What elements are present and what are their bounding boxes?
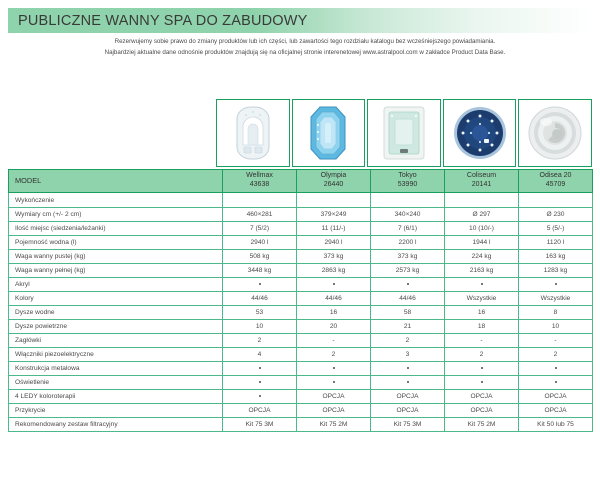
- row-value: OPCJA: [297, 404, 371, 418]
- row-value: 10 (10/-): [445, 222, 519, 236]
- intro-line-2: Najbardziej aktualne dane odnośnie produktów znajdują się na oficjalnej stronie interenetowej www.astralpool.com w zakładce Product Data Base.: [104, 48, 506, 56]
- bullet-icon: [333, 381, 335, 383]
- table-row: [9, 334, 593, 348]
- row-value: [223, 376, 297, 390]
- row-value: OPCJA: [297, 390, 371, 404]
- row-value: OPCJA: [445, 390, 519, 404]
- row-label: Dysze wodne: [9, 306, 223, 320]
- row-value: 16: [297, 306, 371, 320]
- table-row: [9, 320, 593, 334]
- bullet-icon: [481, 381, 483, 383]
- table-header-row: [9, 170, 593, 193]
- column-header-coliseum: [445, 170, 519, 193]
- product-image-strip: [216, 99, 592, 167]
- row-value: 44/46: [297, 292, 371, 306]
- row-label: Kolory: [9, 292, 223, 306]
- row-value: 2: [371, 334, 445, 348]
- row-value: 2863 kg: [297, 264, 371, 278]
- row-value: [519, 278, 593, 292]
- table-row: [9, 306, 593, 320]
- row-value: 340×240: [371, 208, 445, 222]
- bullet-icon: [407, 367, 409, 369]
- row-value: 3448 kg: [223, 264, 297, 278]
- row-value: 4: [223, 348, 297, 362]
- row-value: 373 kg: [371, 250, 445, 264]
- row-value: 2163 kg: [445, 264, 519, 278]
- row-value: [445, 362, 519, 376]
- bullet-icon: [481, 367, 483, 369]
- column-header-model: MODEL: [9, 170, 223, 193]
- product-code: 20141: [471, 181, 492, 188]
- column-header-tokyo: [371, 170, 445, 193]
- table-row: [9, 362, 593, 376]
- column-header-olympia: [297, 170, 371, 193]
- table-row: [9, 236, 593, 250]
- row-value: 7 (5/2): [223, 222, 297, 236]
- row-value: 18: [445, 320, 519, 334]
- row-label: Konstrukcja metalowa: [9, 362, 223, 376]
- row-value: 11 (11/-): [297, 222, 371, 236]
- row-value: -: [445, 334, 519, 348]
- row-value: 2940 l: [223, 236, 297, 250]
- row-value: [223, 390, 297, 404]
- row-value: OPCJA: [371, 390, 445, 404]
- row-value: 3: [371, 348, 445, 362]
- product-name: Wellmax: [246, 172, 273, 180]
- table-row: [9, 376, 593, 390]
- row-value: 1283 kg: [519, 264, 593, 278]
- product-image-cell-wellmax: [216, 99, 290, 167]
- row-value: 7 (6/1): [371, 222, 445, 236]
- intro-line-1: Rezerwujemy sobie prawo do zmiany produktów lub ich części, lub zawartości tego rozdziału katalogu bez wcześniejszego powiadamiania.: [114, 38, 496, 45]
- row-value: [297, 362, 371, 376]
- row-value: Kit 75 3M: [223, 418, 297, 432]
- product-image-cell-tokyo: [367, 99, 441, 167]
- row-value: OPCJA: [445, 404, 519, 418]
- section-label: Wykończenie: [9, 193, 223, 208]
- row-label: Pojemność wodna (l): [9, 236, 223, 250]
- row-value: 2: [519, 348, 593, 362]
- section-empty-cell: [223, 193, 297, 208]
- table-row: [9, 250, 593, 264]
- section-empty-cell: [297, 193, 371, 208]
- row-label: Waga wanny pustej (kg): [9, 250, 223, 264]
- row-value: Kit 75 2M: [297, 418, 371, 432]
- bullet-icon: [333, 283, 335, 285]
- bullet-icon: [407, 283, 409, 285]
- row-value: [519, 362, 593, 376]
- section-empty-cell: [371, 193, 445, 208]
- row-value: [371, 362, 445, 376]
- row-label: Rekomendowany zestaw filtracyjny: [9, 418, 223, 432]
- row-value: Ø 230: [519, 208, 593, 222]
- row-value: [371, 278, 445, 292]
- row-value: 5 (5/-): [519, 222, 593, 236]
- row-label: Akryl: [9, 278, 223, 292]
- spa-wellmax-image: [235, 105, 271, 161]
- bullet-icon: [259, 395, 261, 397]
- row-value: OPCJA: [371, 404, 445, 418]
- spa-coliseum-image: [453, 106, 507, 160]
- row-value: [297, 278, 371, 292]
- bullet-icon: [555, 381, 557, 383]
- intro-disclaimer: [60, 37, 550, 59]
- row-value: [519, 376, 593, 390]
- table-body: [9, 193, 593, 432]
- row-value: [297, 376, 371, 390]
- row-value: 224 kg: [445, 250, 519, 264]
- product-code: 26440: [323, 181, 344, 188]
- bullet-icon: [259, 367, 261, 369]
- row-label: Zagłówki: [9, 334, 223, 348]
- row-value: 1944 l: [445, 236, 519, 250]
- row-value: Kit 75 3M: [371, 418, 445, 432]
- row-value: 20: [297, 320, 371, 334]
- row-value: OPCJA: [223, 404, 297, 418]
- product-code: 43638: [249, 181, 270, 188]
- row-value: 163 kg: [519, 250, 593, 264]
- row-value: 2200 l: [371, 236, 445, 250]
- product-name: Coliseum: [466, 172, 497, 180]
- row-value: 2: [223, 334, 297, 348]
- row-label: Przykrycie: [9, 404, 223, 418]
- row-label: Ilość miejsc (siedzenia/leżanki): [9, 222, 223, 236]
- product-image-cell-coliseum: [443, 99, 517, 167]
- row-label: Waga wanny pełnej (kg): [9, 264, 223, 278]
- table-row: [9, 264, 593, 278]
- row-value: Wszystkie: [445, 292, 519, 306]
- row-value: 10: [519, 320, 593, 334]
- page-title-band: [8, 8, 592, 33]
- product-code: 53990: [397, 181, 418, 188]
- section-empty-cell: [445, 193, 519, 208]
- column-header-odisea: [519, 170, 593, 193]
- row-value: OPCJA: [519, 404, 593, 418]
- bullet-icon: [555, 367, 557, 369]
- row-value: Ø 297: [445, 208, 519, 222]
- section-empty-cell: [519, 193, 593, 208]
- row-label: Włączniki piezoelektryczne: [9, 348, 223, 362]
- row-value: 8: [519, 306, 593, 320]
- product-image-cell-odisea: [518, 99, 592, 167]
- table-section-row: [9, 193, 593, 208]
- row-value: Wszystkie: [519, 292, 593, 306]
- row-label: Oświetlenie: [9, 376, 223, 390]
- table-row: [9, 390, 593, 404]
- row-value: 16: [445, 306, 519, 320]
- row-value: 2: [297, 348, 371, 362]
- row-value: 508 kg: [223, 250, 297, 264]
- row-value: 379×249: [297, 208, 371, 222]
- table-row: [9, 222, 593, 236]
- row-value: 2: [445, 348, 519, 362]
- product-code: 45709: [545, 181, 566, 188]
- row-value: 2940 l: [297, 236, 371, 250]
- row-value: Kit 75 2M: [445, 418, 519, 432]
- row-value: [445, 376, 519, 390]
- row-value: 53: [223, 306, 297, 320]
- spec-comparison-table: [8, 169, 593, 432]
- row-value: [371, 376, 445, 390]
- row-value: [223, 278, 297, 292]
- page-title: PUBLICZNE WANNY SPA DO ZABUDOWY: [18, 12, 308, 29]
- bullet-icon: [481, 283, 483, 285]
- row-value: 1120 l: [519, 236, 593, 250]
- row-value: 2573 kg: [371, 264, 445, 278]
- row-value: OPCJA: [519, 390, 593, 404]
- bullet-icon: [555, 283, 557, 285]
- bullet-icon: [407, 381, 409, 383]
- table-row: [9, 208, 593, 222]
- row-value: -: [519, 334, 593, 348]
- bullet-icon: [259, 381, 261, 383]
- row-value: [223, 362, 297, 376]
- row-value: 373 kg: [297, 250, 371, 264]
- row-label: Wymiary cm (+/- 2 cm): [9, 208, 223, 222]
- row-label: Dysze powietrzne: [9, 320, 223, 334]
- table-row: [9, 292, 593, 306]
- product-name: Odisea 20: [539, 172, 572, 180]
- product-image-cell-olympia: [292, 99, 366, 167]
- row-value: 21: [371, 320, 445, 334]
- spa-olympia-image: [309, 105, 347, 161]
- row-value: Kit 50 lub 75: [519, 418, 593, 432]
- row-value: 58: [371, 306, 445, 320]
- table-row: [9, 278, 593, 292]
- row-value: 44/46: [223, 292, 297, 306]
- table-row: [9, 404, 593, 418]
- column-header-wellmax: [223, 170, 297, 193]
- bullet-icon: [259, 283, 261, 285]
- bullet-icon: [333, 367, 335, 369]
- table-head: [9, 170, 593, 193]
- spa-tokyo-image: [382, 105, 426, 161]
- table-row: [9, 418, 593, 432]
- row-value: [445, 278, 519, 292]
- row-value: -: [297, 334, 371, 348]
- row-value: 44/46: [371, 292, 445, 306]
- product-name: Olympia: [320, 172, 347, 180]
- row-label: 4 LEDY koloroterapii: [9, 390, 223, 404]
- spa-odisea-image: [528, 106, 582, 160]
- row-value: 10: [223, 320, 297, 334]
- product-name: Tokyo: [398, 172, 417, 180]
- table-row: [9, 348, 593, 362]
- row-value: 460×281: [223, 208, 297, 222]
